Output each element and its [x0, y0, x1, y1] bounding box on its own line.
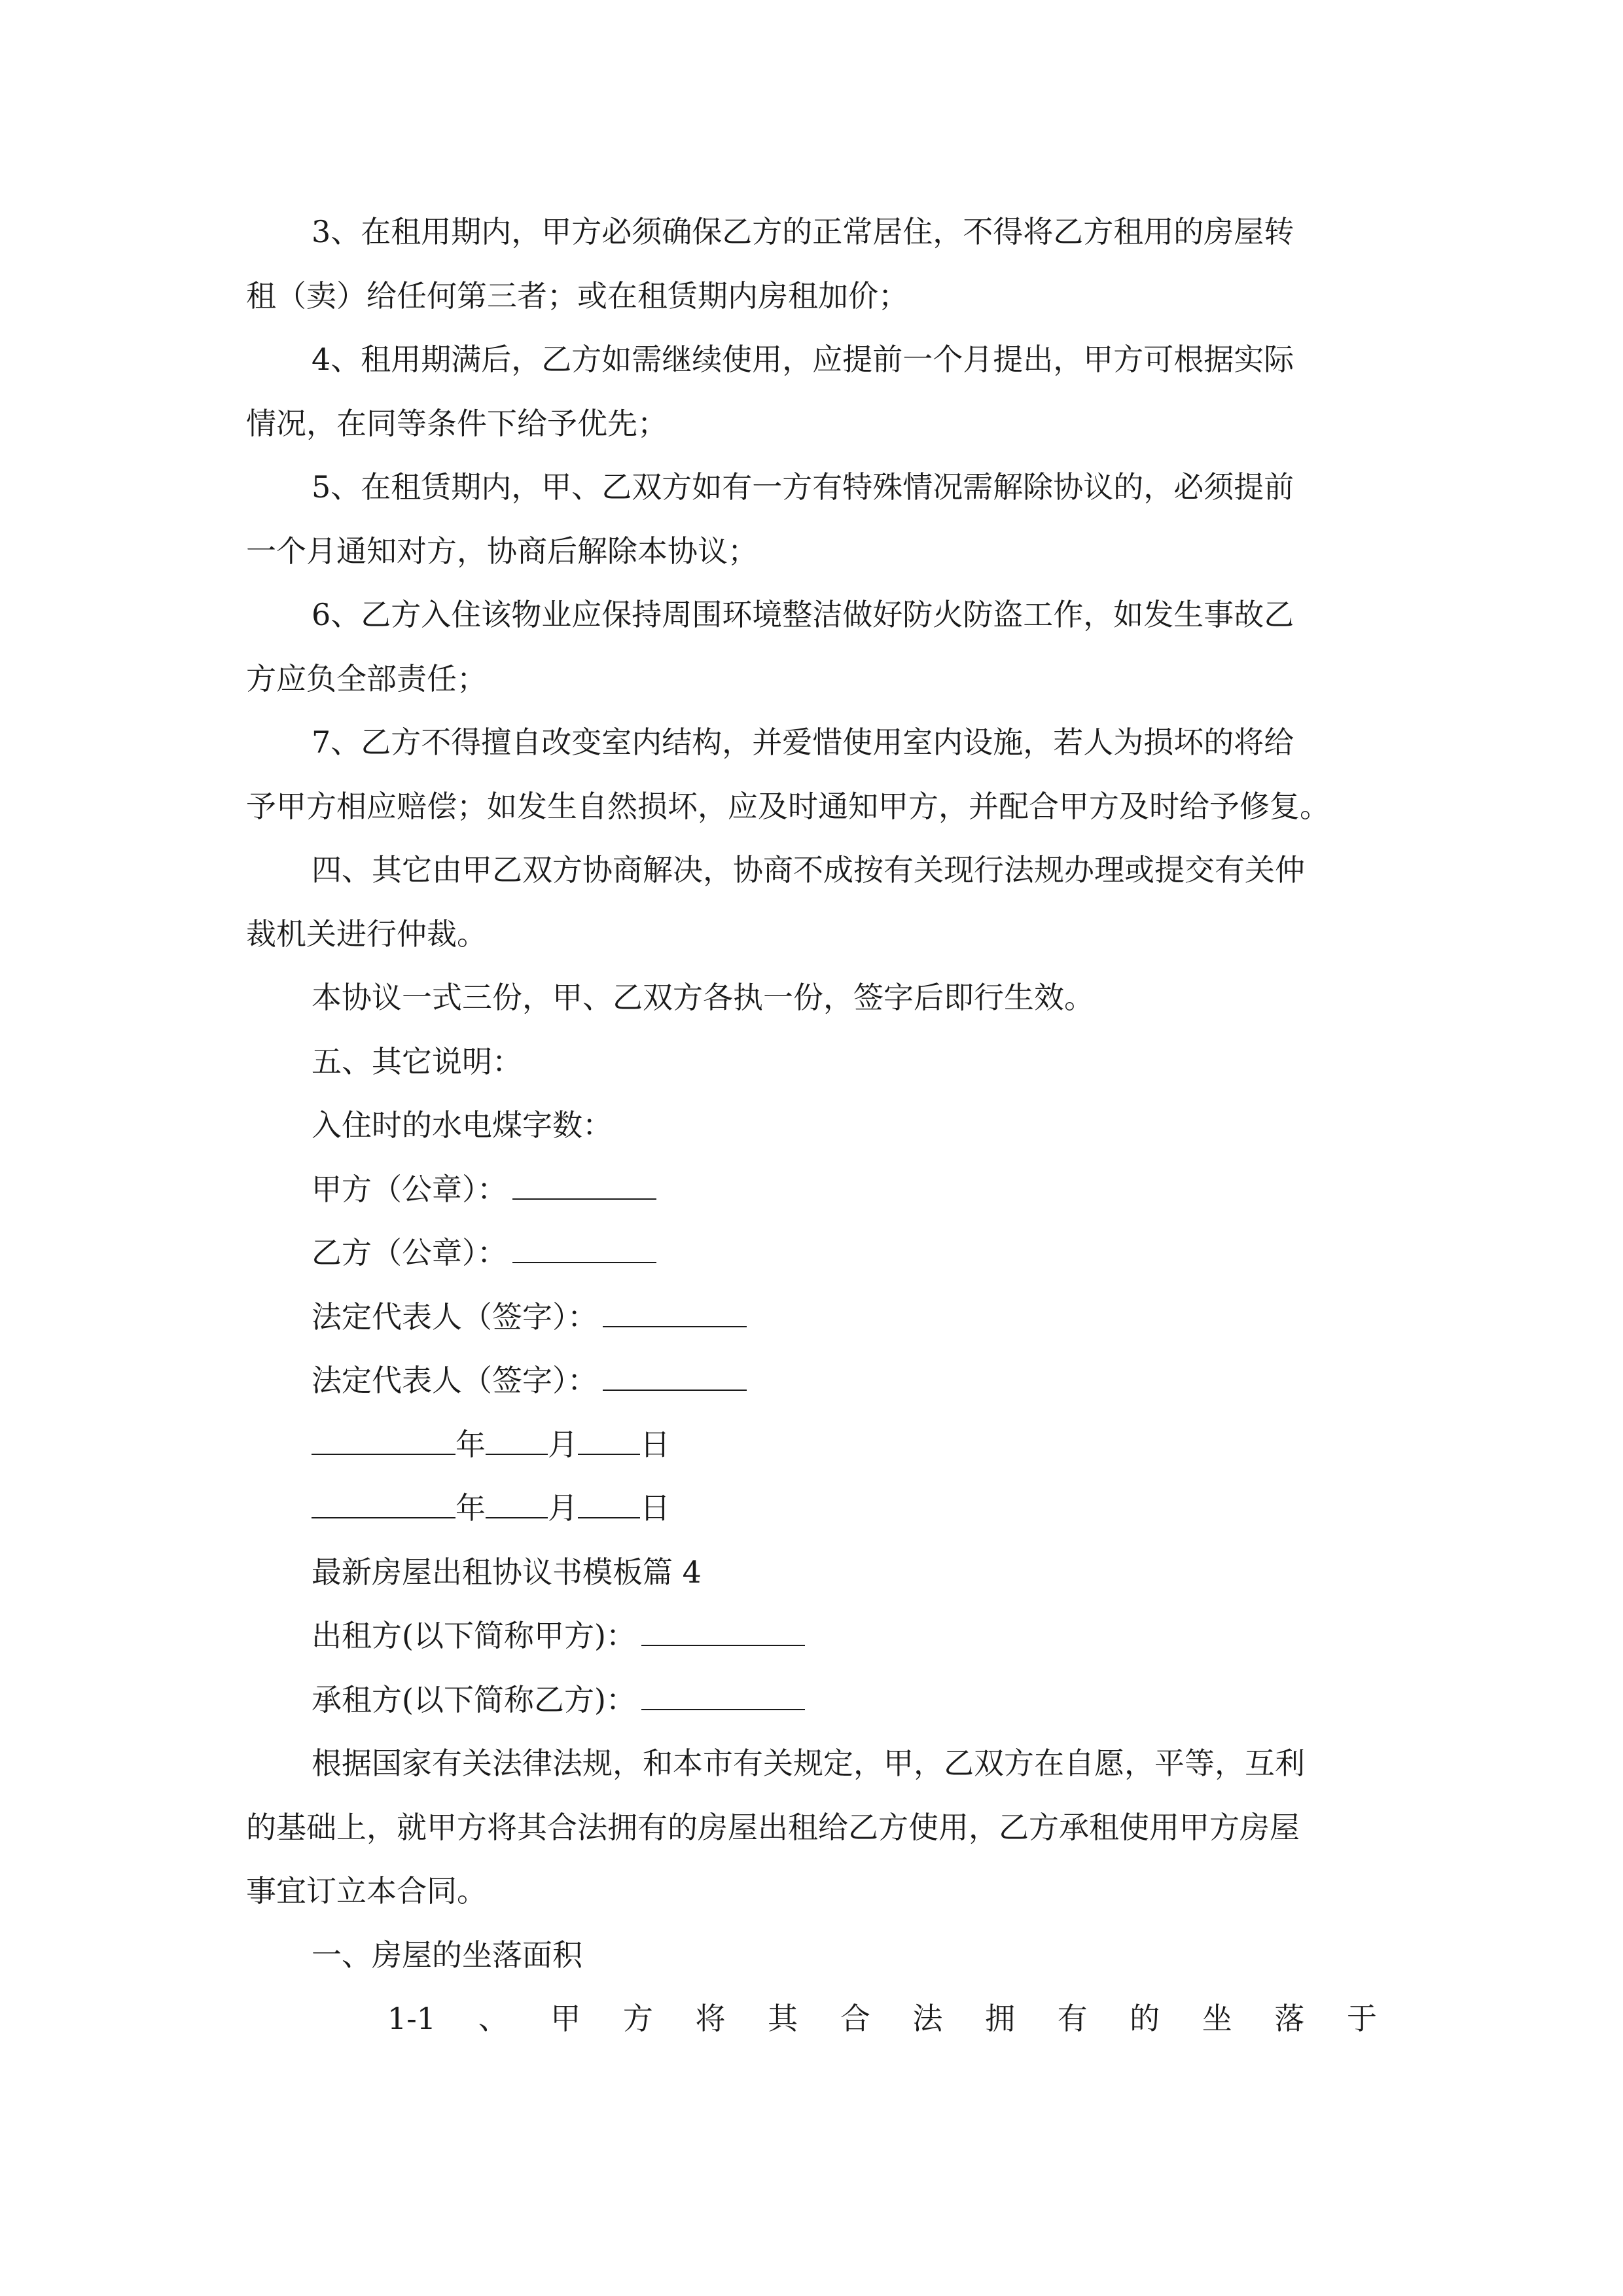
article-1-1-char: 方 [622, 2001, 653, 2036]
article-1-1-line [246, 1987, 1377, 2051]
lessor-label: 出租方(以下简称甲方)： [312, 1618, 636, 1653]
copies-statement: 本协议一式三份，甲、乙双方各执一份，签字后即行生效。 [312, 980, 1094, 1015]
article-1-1-char: 甲 [550, 2001, 581, 2036]
date-day-blank-1[interactable] [578, 1424, 640, 1455]
lessor-row [246, 1604, 1377, 1668]
date-year-label-1: 年 [455, 1426, 486, 1462]
party-b-seal-row [246, 1221, 1377, 1285]
clause-7-line-2: 予甲方相应赔偿；如发生自然损坏，应及时通知甲方，并配合甲方及时给予修复。 [246, 788, 1330, 824]
section-4-line-2: 裁机关进行仲裁。 [246, 916, 487, 952]
article-1-1-char: 其 [768, 2001, 798, 2036]
template-title: 最新房屋出租协议书模板篇 4 [312, 1554, 702, 1590]
legal-rep-row-2 [246, 1349, 1377, 1413]
article-1-1-char: 拥 [984, 2001, 1015, 2036]
date-year-blank-2[interactable] [312, 1487, 455, 1518]
article-1-1-char: 坐 [1202, 2001, 1232, 2036]
clause-5-line-2: 一个月通知对方，协商后解除本协议； [246, 533, 758, 569]
date-year-blank-1[interactable] [312, 1424, 455, 1455]
meter-reading-label: 入住时的水电煤字数： [312, 1107, 613, 1143]
article-1-1-char: 落 [1274, 2001, 1305, 2036]
clause-7-line-1: 7、乙方不得擅自改变室内结构，并爱惜使用室内设施，若人为损坏的将给 [312, 725, 1294, 760]
section-4-line-1: 四、其它由甲乙双方协商解决，协商不成按有关现行法规办理或提交有关仲 [312, 852, 1305, 888]
date-day-blank-2[interactable] [578, 1487, 640, 1518]
article-1-title: 一、房屋的坐落面积 [312, 1937, 582, 1973]
party-b-seal-blank[interactable] [512, 1232, 656, 1263]
section-5-title: 五、其它说明： [312, 1043, 522, 1079]
date-day-label-2: 日 [640, 1490, 670, 1526]
document-body [246, 200, 1377, 2051]
legal-rep-label-1: 法定代表人（签字）： [312, 1299, 597, 1335]
legal-rep-blank-1[interactable] [603, 1296, 747, 1327]
clause-3-line-1: 3、在租用期内，甲方必须确保乙方的正常居住，不得将乙方租用的房屋转 [312, 214, 1294, 249]
preamble-line-3: 事宜订立本合同。 [246, 1873, 487, 1909]
lessee-row [246, 1668, 1377, 1732]
legal-rep-label-2: 法定代表人（签字）： [312, 1363, 597, 1398]
clause-4-line-2: 情况，在同等条件下给予优先； [246, 405, 668, 441]
article-1-1-char: 合 [840, 2001, 870, 2036]
date-day-label-1: 日 [640, 1426, 670, 1462]
date-row-1 [246, 1413, 1377, 1477]
date-month-blank-2[interactable] [486, 1487, 548, 1518]
date-month-blank-1[interactable] [486, 1424, 548, 1455]
article-1-1-char: 的 [1130, 2001, 1160, 2036]
date-month-label-1: 月 [548, 1426, 578, 1462]
article-1-1-char: 于 [1347, 2001, 1377, 2036]
clause-4-line-1: 4、租用期满后，乙方如需继续使用，应提前一个月提出，甲方可根据实际 [312, 342, 1294, 377]
date-year-label-2: 年 [455, 1490, 486, 1526]
article-1-1-char: 将 [695, 2001, 726, 2036]
date-row-2 [246, 1477, 1377, 1541]
legal-rep-blank-2[interactable] [603, 1359, 747, 1391]
clause-5-line-1: 5、在租赁期内，甲、乙双方如有一方有特殊情况需解除协议的，必须提前 [312, 469, 1294, 505]
preamble-line-2: 的基础上，就甲方将其合法拥有的房屋出租给乙方使用，乙方承租使用甲方房屋 [246, 1809, 1300, 1845]
party-b-seal-label: 乙方（公章）： [312, 1235, 507, 1270]
lessor-blank[interactable] [641, 1615, 805, 1646]
lessee-blank[interactable] [641, 1679, 805, 1710]
party-a-seal-blank[interactable] [512, 1168, 656, 1200]
legal-rep-row-1 [246, 1285, 1377, 1350]
party-a-seal-row [246, 1158, 1377, 1222]
party-a-seal-label: 甲方（公章）： [312, 1171, 507, 1207]
article-1-1-char: 1-1 [387, 2001, 437, 2036]
clause-6-line-1: 6、乙方入住该物业应保持周围环境整洁做好防火防盗工作，如发生事故乙 [312, 597, 1294, 632]
date-month-label-2: 月 [548, 1490, 578, 1526]
article-1-1-char: 有 [1057, 2001, 1088, 2036]
clause-6-line-2: 方应负全部责任； [246, 660, 487, 696]
article-1-1-char: 法 [912, 2001, 943, 2036]
article-1-1-char: 、 [478, 2001, 508, 2036]
preamble-line-1: 根据国家有关法律法规，和本市有关规定，甲，乙双方在自愿，平等，互利 [312, 1746, 1305, 1781]
lessee-label: 承租方(以下简称乙方)： [312, 1681, 636, 1717]
clause-3-line-2: 租（卖）给任何第三者；或在租赁期内房租加价； [246, 278, 908, 314]
